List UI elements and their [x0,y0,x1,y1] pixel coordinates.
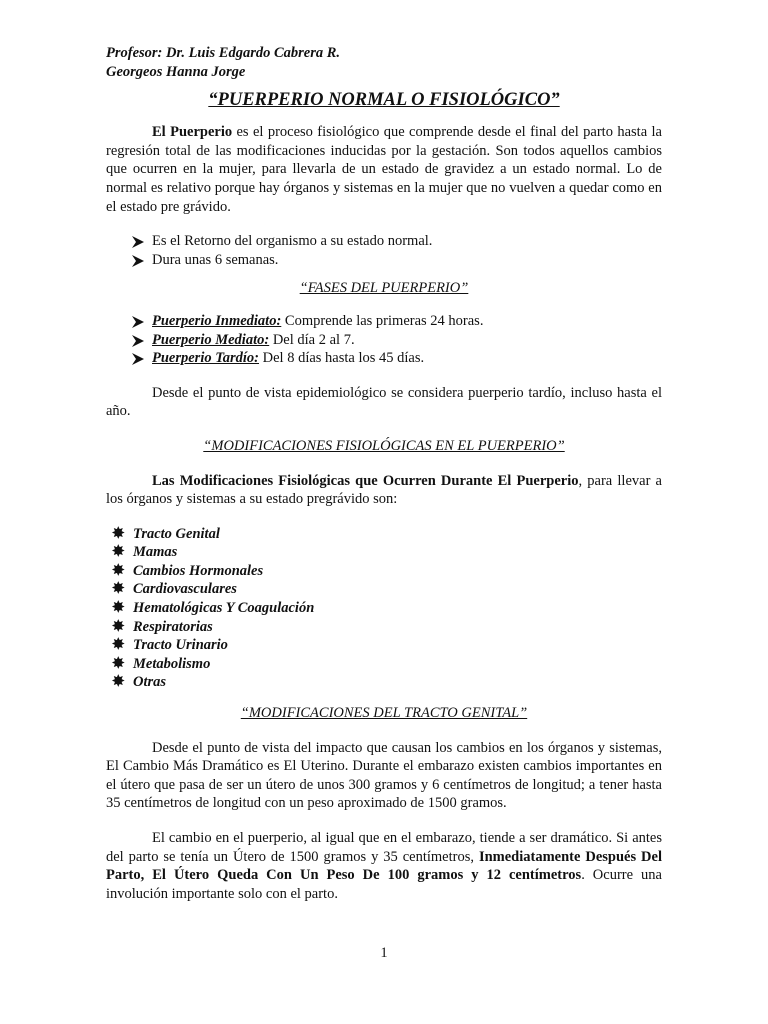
fases-heading: “FASES DEL PUERPERIO” [299,280,469,297]
list-item-text: Tracto Urinario [133,637,228,654]
fases-list [106,312,662,368]
epidemio-paragraph: Desde el punto de vista epidemiológico se considera puerperio tardío, incluso hasta el año. [106,384,662,420]
list-item [106,525,662,544]
list-item-text: Respiratorias [133,618,213,635]
list-item-text: Metabolismo [133,655,211,672]
star-bullet-icon: ✸ [112,674,125,691]
list-item [106,251,662,270]
star-bullet-icon: ✸ [112,637,125,654]
list-item-text: Cambios Hormonales [133,562,264,579]
star-bullet-icon: ✸ [112,618,125,635]
summary-bullet-list [106,232,662,269]
document-title: “PUERPERIO NORMAL O FISIOLÓGICO” [208,90,560,111]
professor-line: Profesor: Dr. Luis Edgardo Cabrera R. [106,45,341,61]
modificaciones-intro-bold: Las Modificaciones Fisiológicas que Ocurren Durante El Puerperio [152,472,579,489]
tracto-p2-text2: . Ocurre una involución importante solo con el parto. [106,867,662,902]
fase-text: Comprende las primeras 24 horas. [281,312,484,329]
star-bullet-icon: ✸ [112,581,125,598]
star-bullet-icon: ✸ [112,655,125,672]
list-item [106,232,662,251]
list-item [106,618,662,637]
bullet-text: Dura unas 6 semanas. [152,251,279,268]
fase-text: Del día 2 al 7. [269,331,355,348]
intro-term: El Puerperio [152,124,233,141]
fase-text: Del 8 días hasta los 45 días. [259,350,425,367]
star-bullet-icon: ✸ [112,525,125,542]
list-item [106,673,662,692]
list-item [106,349,662,368]
star-bullet-icon: ✸ [112,544,125,561]
student-line: Georgeos Hanna Jorge [106,63,246,80]
list-item [106,543,662,562]
fase-term: Puerperio Mediato: [152,331,270,348]
modificaciones-intro [106,472,662,509]
bullet-text: Es el Retorno del organismo a su estado normal. [152,233,433,250]
list-item-text: Otras [133,674,167,691]
modificaciones-intro-text: , para llevar a los órganos y sistemas a su estado pregrávido son: [106,472,662,508]
list-item-text: Mamas [133,544,178,561]
tracto-p2-text1: El cambio en el puerperio, al igual que en el embarazo, tiende a ser dramático. Si antes del parto se tenía un Útero de 1500 gramos y 35 centímetros, [106,830,662,865]
modificaciones-list [106,525,662,692]
list-item-text: Tracto Genital [133,525,220,542]
list-item [106,312,662,331]
list-item [106,655,662,674]
list-item [106,562,662,581]
list-item [106,636,662,655]
arrow-bullet-icon [132,254,144,273]
fase-term: Puerperio Tardío: [152,350,260,367]
list-item [106,331,662,350]
tracto-p2-bold: Inmediatamente Después Del Parto, El Útero Queda Con Un Peso De 100 gramos y 12 centímetros [106,848,662,884]
document-page [106,44,662,903]
list-item [106,599,662,618]
tracto-paragraph-1: Desde el punto de vista del impacto que causan los cambios en los órganos y sistemas, El Cambio Más Dramático es El Uterino. Durante el embarazo existen cambios importantes en el útero que pasa de ser un útero de unos 300 gramos y 6 centímetros de longitud; a tener hasta 35 centímetros de longitud con un peso aproximado de 1500 gramos. [106,739,662,812]
modificaciones-heading: “MODIFICACIONES FISIOLÓGICAS EN EL PUERPERIO” [203,437,565,454]
list-item-text: Cardiovasculares [133,581,237,598]
intro-paragraph [106,123,662,216]
tracto-genital-heading: “MODIFICACIONES DEL TRACTO GENITAL” [240,705,528,722]
tracto-paragraph-2 [106,829,662,903]
arrow-bullet-icon [132,352,144,371]
star-bullet-icon: ✸ [112,562,125,579]
intro-text: es el proceso fisiológico que comprende desde el final del parto hasta la regresión total de las modificaciones inducidas por la gestación. Son todos aquellos cambios que ocurren en la mujer, para llevarla de un estado de gravidez a un estado normal. Lo de normal es relativo porque hay órganos y sistemas en la mujer que no vuelven a quedar como en el estado pre grávido. [106,124,662,215]
list-item-text: Hematológicas Y Coagulación [133,600,315,617]
list-item [106,580,662,599]
star-bullet-icon: ✸ [112,600,125,617]
fase-term: Puerperio Inmediato: [152,312,282,329]
page-number: 1 [380,945,388,961]
